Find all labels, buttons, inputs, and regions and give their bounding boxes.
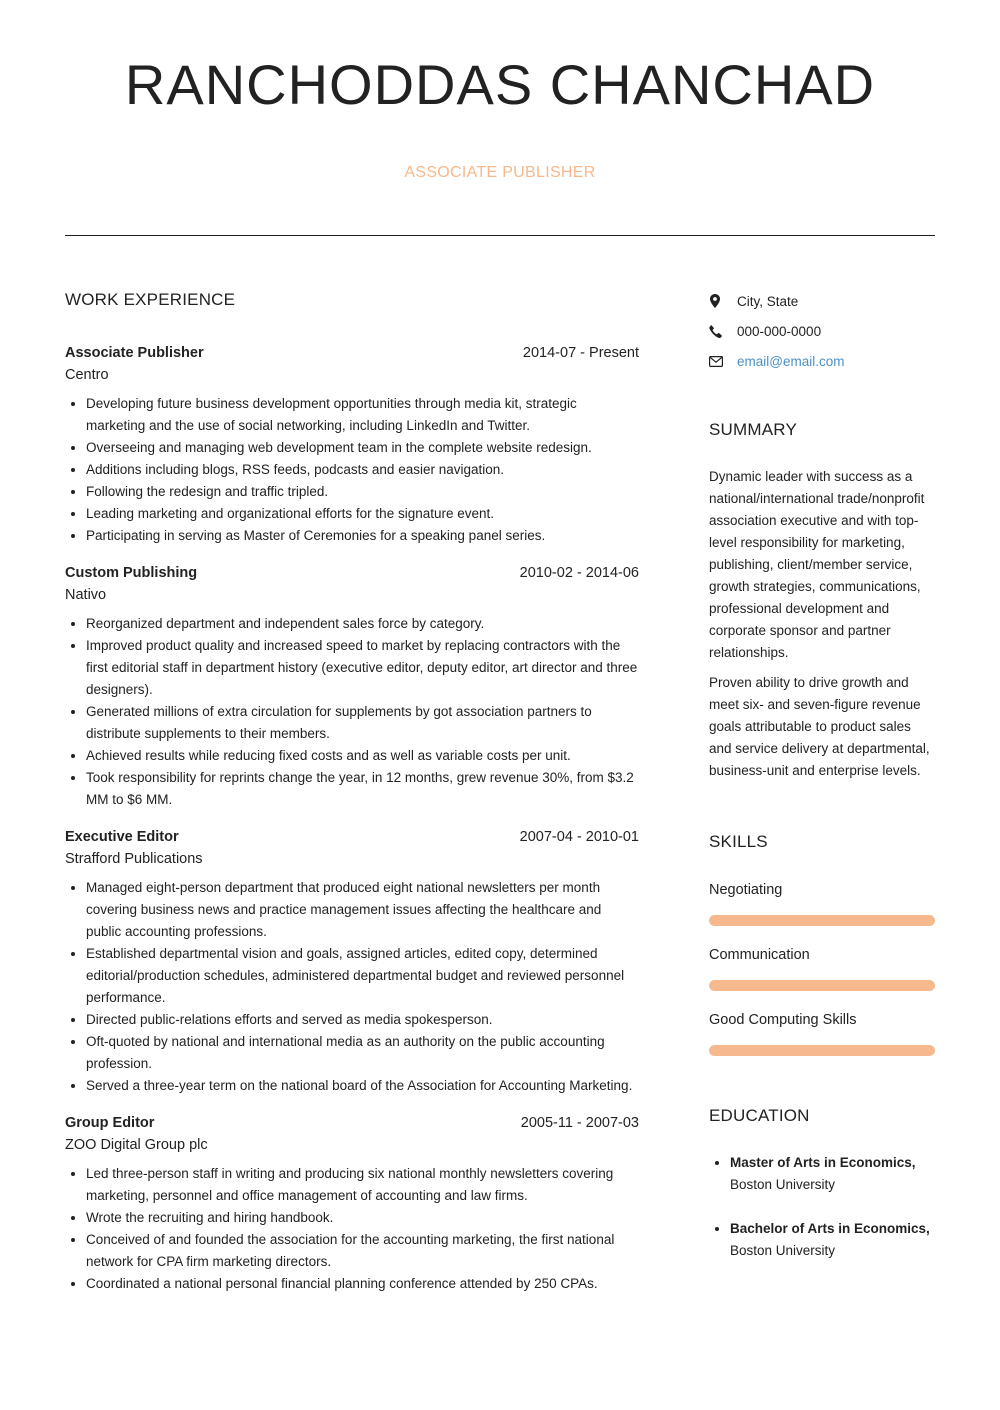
job-bullet: • Participating in serving as Master of Ceremonies for a speaking panel series. — [86, 525, 639, 547]
header-divider — [65, 235, 935, 236]
email-icon — [709, 356, 737, 367]
job-bullet: • Leading marketing and organizational efforts for the signature event. — [86, 503, 639, 525]
job-header — [65, 345, 639, 361]
education-list — [709, 1152, 935, 1262]
job-bullet: • Managed eight-person department that produced eight national newsletters per month covering business news and practice management issues affecting the healthcare and public accounting professions. — [86, 877, 639, 943]
job-header — [65, 1115, 639, 1131]
candidate-title: ASSOCIATE PUBLISHER — [404, 164, 596, 181]
section-title-skills: SKILLS — [709, 832, 768, 851]
job-bullet: • Served a three-year term on the national board of the Association for Accounting Marketing. — [86, 1075, 639, 1097]
job-bullet: • Following the redesign and traffic tripled. — [86, 481, 639, 503]
job-role: Custom Publishing — [65, 565, 198, 581]
location-pin-icon — [709, 294, 737, 308]
contact-email[interactable] — [709, 346, 935, 376]
skill-item — [709, 882, 935, 926]
job-entry — [65, 1115, 639, 1295]
education-degree: • Master of Arts in Economics, — [730, 1155, 916, 1170]
education-item — [730, 1196, 935, 1262]
contact-location-text: City, State — [737, 293, 799, 309]
job-bullet: • Improved product quality and increased speed to market by replacing contractors with the first editorial staff in department history (executive editor, deputy editor, art director and three designers). — [86, 635, 639, 701]
skill-item — [709, 947, 935, 991]
skill-item — [709, 1012, 935, 1056]
job-entry — [65, 829, 639, 1097]
job-bullet: • Achieved results while reducing fixed costs and as well as variable costs per unit. — [86, 745, 639, 767]
section-title-work-experience: WORK EXPERIENCE — [65, 290, 236, 309]
job-role: Associate Publisher — [65, 345, 204, 361]
skill-bar-fill — [709, 980, 935, 991]
job-bullets — [65, 1163, 639, 1295]
education-school: Boston University — [730, 1177, 836, 1192]
job-bullet: • Took responsibility for reprints change the year, in 12 months, grew revenue 30%, from $3.2 MM to $6 MM. — [86, 767, 639, 811]
job-bullet: • Established departmental vision and goals, assigned articles, edited copy, determined editorial/production schedules, administered departmental budget and reviewed personnel performance. — [86, 943, 639, 1009]
job-dates: 2005-11 - 2007-03 — [520, 1115, 639, 1131]
job-bullet: • Directed public-relations efforts and served as media spokesperson. — [86, 1009, 639, 1031]
job-bullet: • Wrote the recruiting and hiring handbook. — [86, 1207, 639, 1229]
contact-location — [709, 286, 935, 316]
job-bullet: • Reorganized department and independent sales force by category. — [86, 613, 639, 635]
skill-bar-fill — [709, 915, 935, 926]
contact-phone — [709, 316, 935, 346]
email-link[interactable]: email@email.com — [737, 353, 845, 369]
job-bullet: • Generated millions of extra circulation for supplements by got association partners to distribute supplements to their members. — [86, 701, 639, 745]
job-entry — [65, 565, 639, 811]
skill-name: Good Computing Skills — [709, 1012, 857, 1028]
skill-name: Negotiating — [709, 882, 783, 898]
job-bullet: • Conceived of and founded the association for the accounting marketing, the first national network for CPA firm marketing directors. — [86, 1229, 639, 1273]
education-school: Boston University — [730, 1243, 836, 1258]
job-company: Nativo — [65, 587, 107, 603]
job-bullet: • Coordinated a national personal financial planning conference attended by 250 CPAs. — [86, 1273, 639, 1295]
job-bullets — [65, 613, 639, 811]
skill-bar-fill — [709, 1045, 935, 1056]
job-dates: 2007-04 - 2010-01 — [519, 829, 639, 845]
job-header — [65, 565, 639, 581]
skill-bar-track — [709, 980, 935, 991]
candidate-name: RANCHODDAS CHANCHAD — [124, 53, 876, 116]
contact-block — [709, 286, 935, 376]
job-entry — [65, 345, 639, 547]
job-bullet: • Led three-person staff in writing and producing six national monthly newsletters covering marketing, personnel and office management of accounting and law firms. — [86, 1163, 639, 1207]
job-bullet: • Oft-quoted by national and international media as an authority on the public accounting profession. — [86, 1031, 639, 1075]
job-bullet: • Developing future business development opportunities through media kit, strategic marketing and the use of social networking, including LinkedIn and Twitter. — [86, 393, 639, 437]
job-bullets — [65, 877, 639, 1097]
contact-phone-text: 000-000-0000 — [737, 323, 822, 339]
section-title-education: EDUCATION — [709, 1106, 810, 1125]
job-company: Strafford Publications — [65, 851, 203, 867]
phone-icon — [709, 325, 737, 338]
job-company: Centro — [65, 367, 109, 383]
job-company: ZOO Digital Group plc — [65, 1137, 208, 1153]
job-dates: 2010-02 - 2014-06 — [519, 565, 639, 581]
education-spacer — [730, 1196, 935, 1218]
job-bullet: • Overseeing and managing web development team in the complete website redesign. — [86, 437, 639, 459]
skill-bar-track — [709, 915, 935, 926]
job-dates: 2014-07 - Present — [522, 345, 639, 361]
job-header — [65, 829, 639, 845]
skill-bar-track — [709, 1045, 935, 1056]
summary-paragraph: Proven ability to drive growth and meet six- and seven-figure revenue goals attributable to product sales and service delivery at departmental, business-unit and enterprise levels. — [709, 675, 930, 778]
summary-paragraph: Dynamic leader with success as a national/international trade/nonprofit association executive and with top-level responsibility for marketing, publishing, client/member service, growth strategies, communications, professional development and corporate sponsor and partner relationships. — [709, 469, 925, 660]
job-role: Group Editor — [65, 1115, 155, 1131]
work-experience-section — [65, 290, 639, 1295]
section-title-summary: SUMMARY — [709, 420, 797, 439]
job-role: Executive Editor — [65, 829, 179, 845]
education-item — [730, 1152, 935, 1196]
job-bullet: • Additions including blogs, RSS feeds, podcasts and easier navigation. — [86, 459, 639, 481]
education-degree: • Bachelor of Arts in Economics, — [730, 1221, 930, 1236]
skill-name: Communication — [709, 947, 810, 963]
sidebar — [709, 286, 935, 1262]
job-bullets — [65, 393, 639, 547]
